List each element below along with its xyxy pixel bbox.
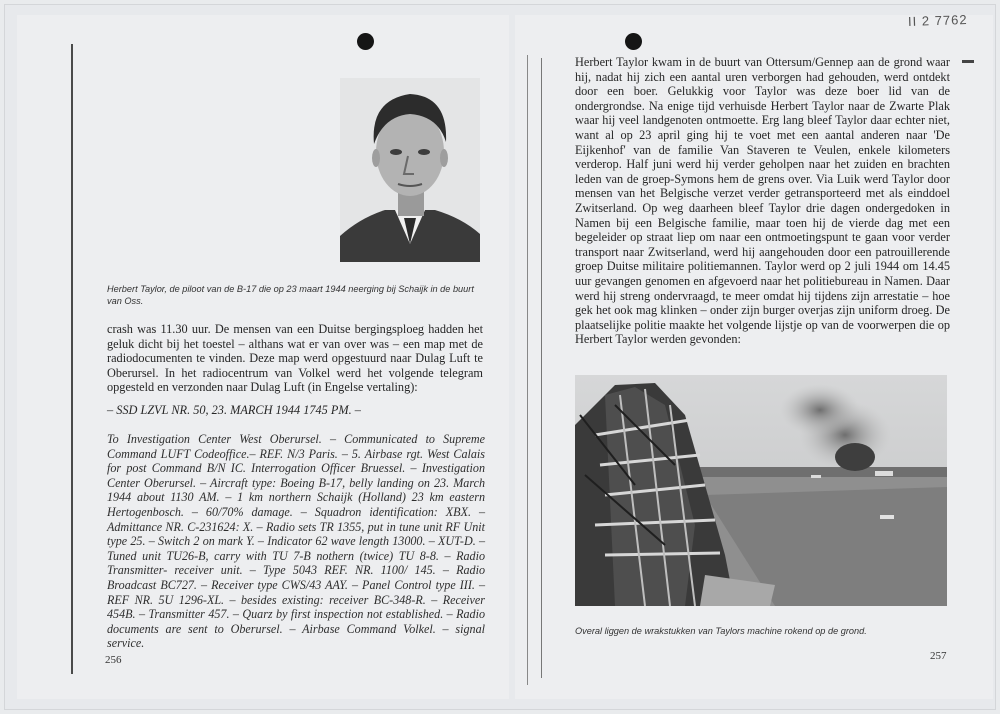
center-binding-line [527,55,528,685]
wreckage-image [575,375,947,606]
telegram-body: To Investigation Center West Oberursel. – Communicated to Supreme Command LUFT Codeoffice.– REF. N/3 Paris. – 5. Airbase rgt. West Calais for post Command B/N IC. Interrogation Officer Bruessel. – Investigation Center Oberursel. – Aircraft type: Boeing B-17, belly landing on 23. March 1944 about 1130 AM. – 1 km northern Schaijk (Holland) 23 km eastern Hertogenbosch. – 60/70% damage. – Squadron identification: XBX. – Admittance NR. C-231624: X. – Radio sets TR 1355, put in tune unit RF Unit type 25. – Switch 2 on mark Y. – Indicator 62 wave length 13000. – XUT-D. – Tuned unit TU26-B, carry with TU 7-B nothern (twice) TU 8-8. – Radio Transmitter- receiver unit. – Type 5043 REF. NR. 1100/ 145. – Radio Broadcast BC727. – Receiver type CWS/43 AAY. – Panel Control type III. – REF NR. 5U 1296-XL. – besides existing: receiver BC-348-R. – Receiver 454B. – Transmitter 457. – Quarz by first inspection not established. – Radio documents are sent to Oberursel. – Airbase Command Volkel. – signal service. [107,432,485,651]
left-paragraph: crash was 11.30 uur. De mensen van een Duitse bergingsploeg hadden het geluk dicht bij het toestel – althans wat er van over was – een map met de radiodocumenten te vinden. Deze map werd opgestuurd naar Dulag Luft te Oberursel. In het radiocentrum van Volkel werd het volgende telegram opgesteld en verzonden naar Dulag Luft (in Engelse vertaling): [107,322,483,395]
wreckage-photo [575,375,947,606]
wreckage-caption: Overal liggen de wrakstukken van Taylors machine rokend op de grond. [575,626,867,636]
archive-number: II 2 7762 [907,11,968,30]
portrait-caption: Herbert Taylor, de piloot van de B-17 die op 23 maart 1944 neerging bij Schaijk in de buurt van Oss. [107,284,474,306]
margin-mark [962,60,974,63]
punch-hole-right [625,33,642,50]
page-number-right: 257 [930,650,947,662]
right-paragraph: Herbert Taylor kwam in de buurt van Ottersum/Gennep aan de grond waar hij, nadat hij zich een aantal uren verborgen had gehouden, werd ontdekt door een boer. Gelukkig voor Taylor was deze boer lid van de ondergrondse. Na enige tijd verhuisde Herbert Taylor naar de Zwarte Plak waar hij veel landgenoten ontmoette. Erg lang bleef Taylor daar echter niet, want al op 23 april ging hij te voet met een aantal anderen naar 'De Eijkenhof' van de familie Van Staveren te Veulen, enkele kilometers verderop. Half juni werd hij verder geholpen naar het zuiden en brachten leden van de groep-Symons hem de grens over. Via Luik werd Taylor door mensen van het Belgische verzet verder getransporteerd met als einddoel Zwitserland. Op weg daarheen bleef Taylor drie dagen ondergedoken in Namen bij een Belgische familie, maar toen hij de vierde dag met een begeleider op straat liep om naar een ontmoetingspunt te gaan voor verder transport naar Zwitserland, werd hij aangehouden door een patrouillerende groep Duitse militaire politiemannen. Taylor werd op 2 juli 1944 om 14.45 uur gevangen genomen en afgevoerd naar het politiebureau in Namen. Daar werd hij streng ondervraagd, te meer omdat hij tijdens zijn arrestatie – hoe gek het ook mag klinken – onder zijn burger overjas zijn uniform droeg. De plaatselijke politie maakte het volgende lijstje op van de voorwerpen die op Herbert Taylor werden gevonden: [575,55,950,347]
portrait-image [340,78,480,262]
left-binding-line [71,44,73,674]
punch-hole-left [357,33,374,50]
portrait-photo [340,78,480,262]
page-number-left: 256 [105,654,122,666]
telegram-heading: – SSD LZVL NR. 50, 23. MARCH 1944 1745 PM. – [107,403,361,417]
center-fold-line [541,58,542,678]
